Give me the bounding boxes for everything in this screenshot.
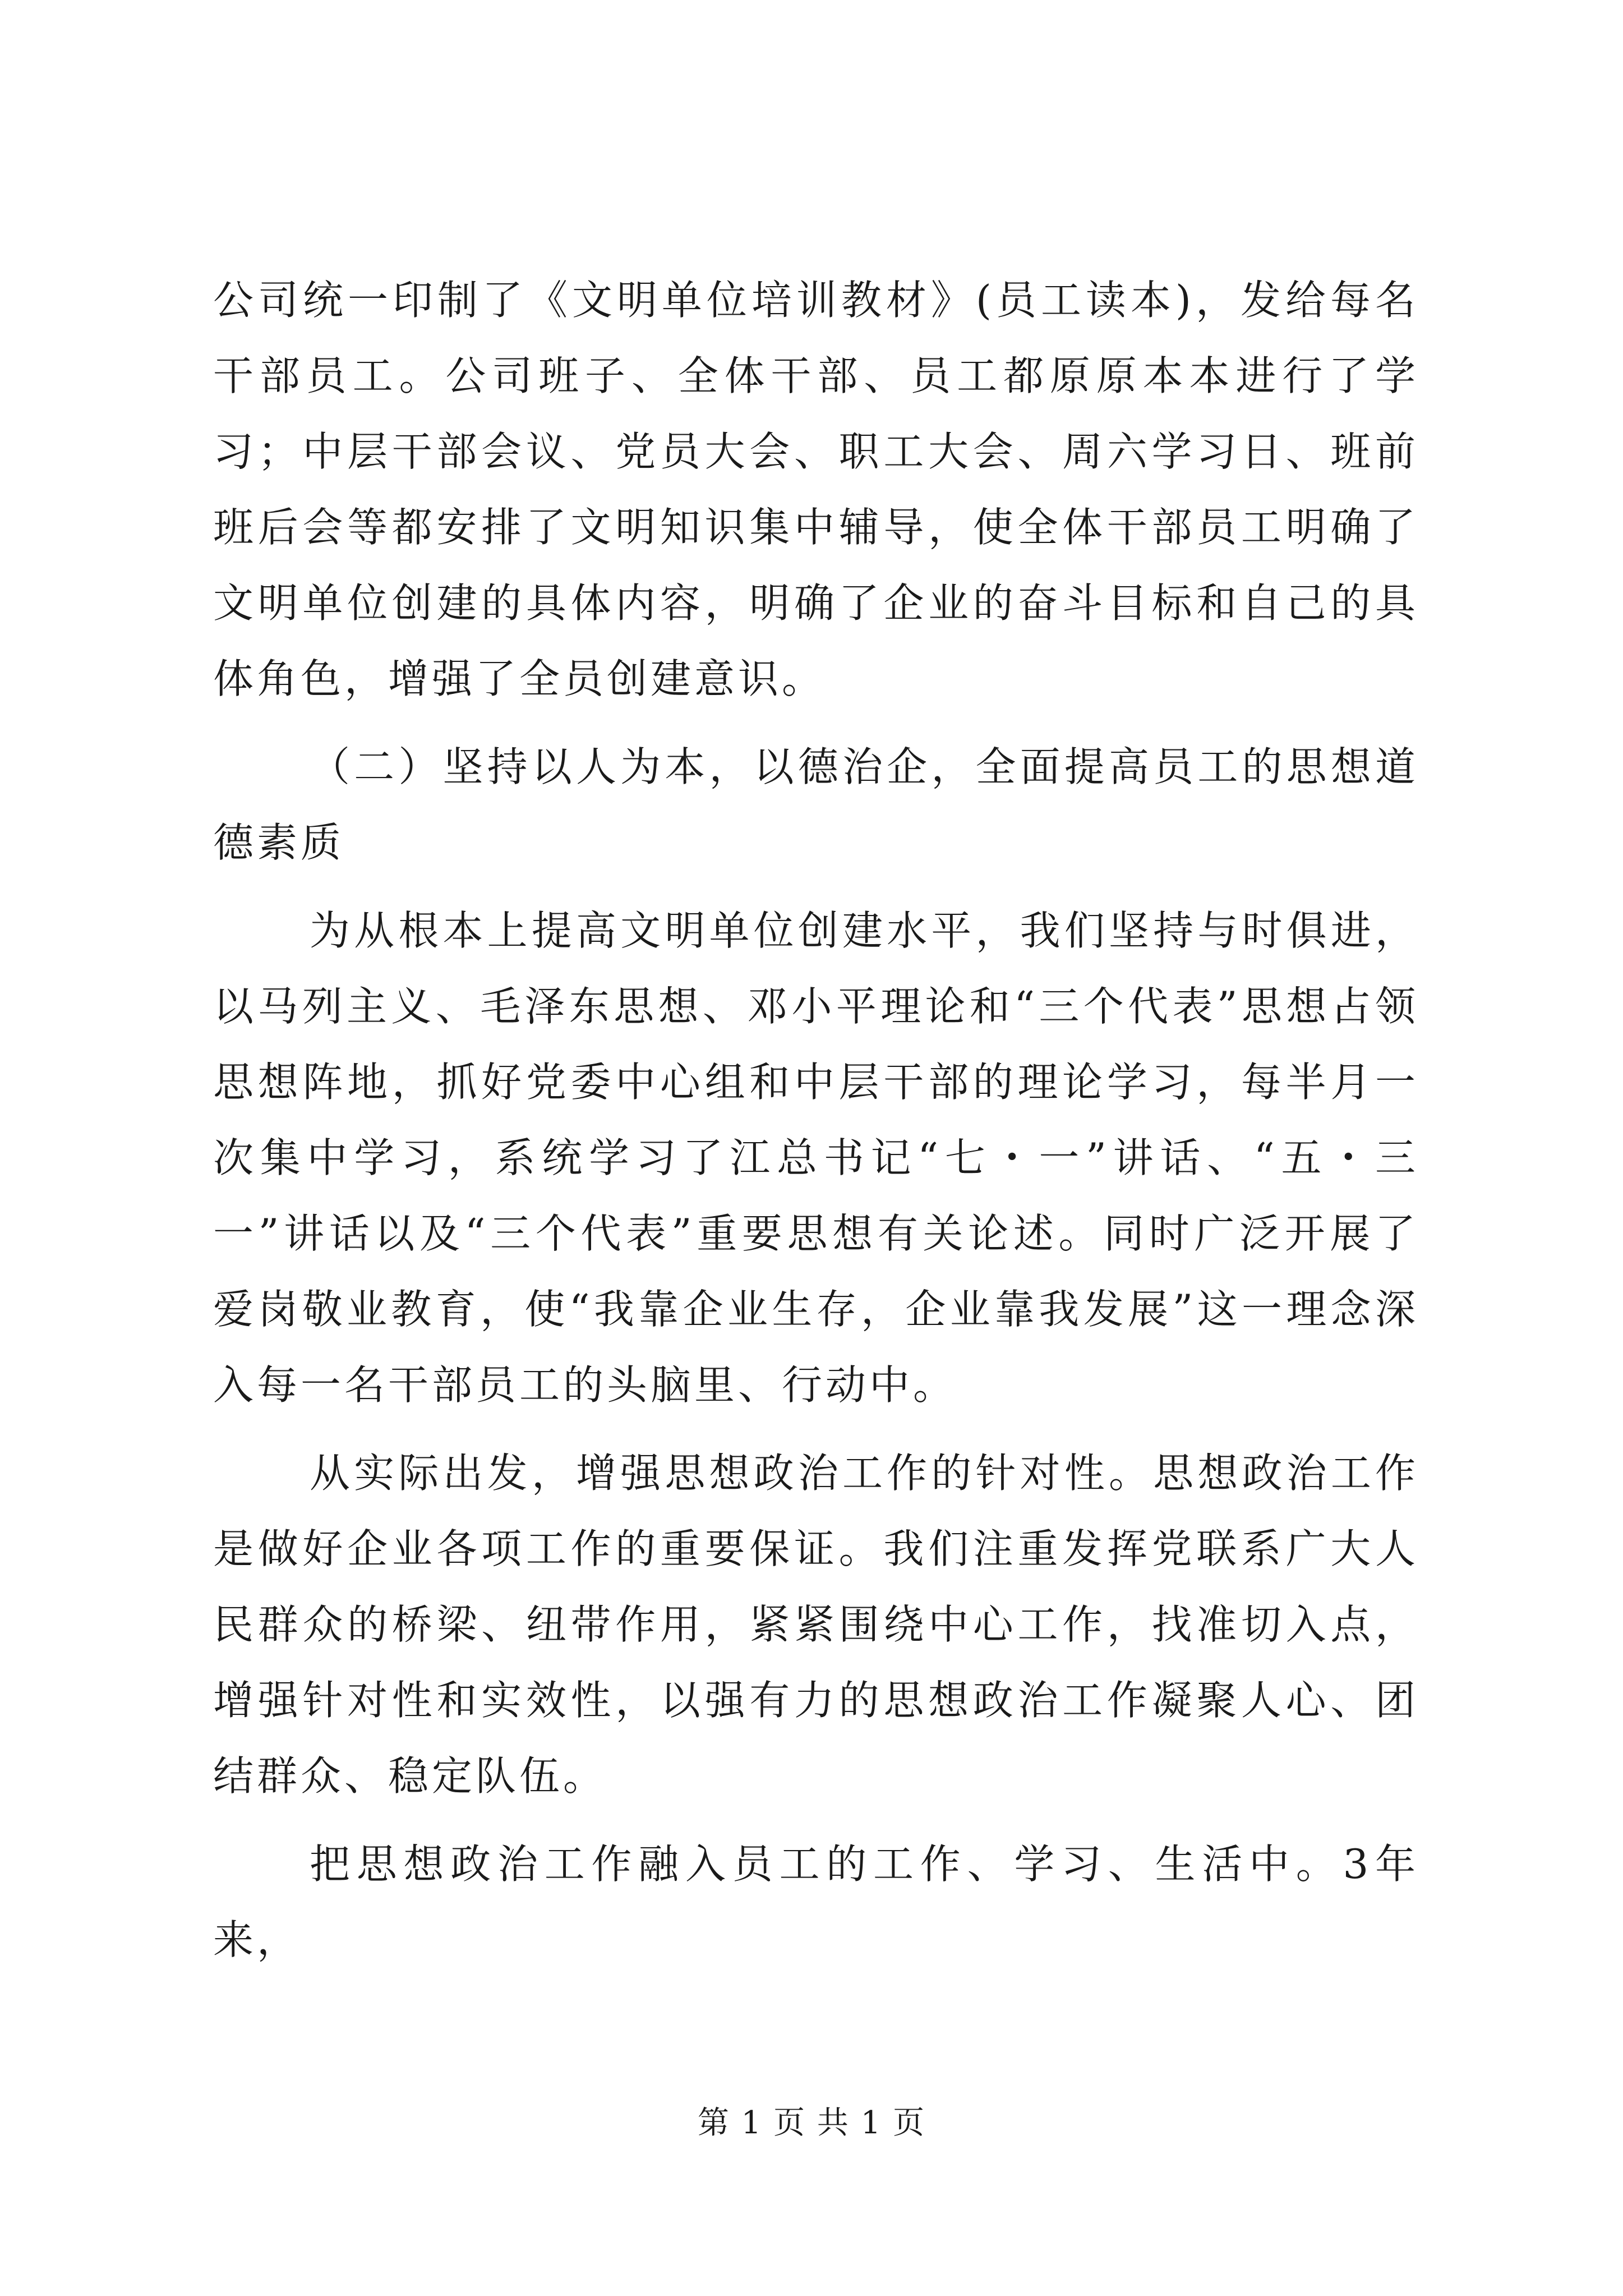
section-heading: （二）坚持以人为本，以德治企，全面提高员工的思想道德素质 xyxy=(213,743,1419,866)
page-footer: 第 1 页 共 1 页 xyxy=(697,2105,926,2141)
paragraph-continuation: 公司统一印制了《文明单位培训教材》(员工读本)，发给每名干部员工。公司班子、全体干部、员工都原原本本进行了学习；中层干部会议、党员大会、职工大会、周六学习日、班前班后会等都安排了文明知识集中辅导，使全体干部员工明确了文明单位创建的具体内容，明确了企业的奋斗目标和自己的具体角色，增强了全员创建意识。 xyxy=(213,277,1419,702)
document-body xyxy=(213,263,1419,1978)
paragraph-integration: 把思想政治工作融入员工的工作、学习、生活中。3年来， xyxy=(213,1841,1419,1963)
paragraph-theory-study: 为从根本上提高文明单位创建水平，我们坚持与时俱进，以马列主义、毛泽东思想、邓小平理论和“三个代表”思想占领思想阵地，抓好党委中心组和中层干部的理论学习，每半月一次集中学习，系统学习了江总书记“七・一”讲话、“五・三一”讲话以及“三个代表”重要思想有关论述。同时广泛开展了爱岗敬业教育，使“我靠企业生存，企业靠我发展”这一理念深入每一名干部员工的头脑里、行动中。 xyxy=(213,907,1419,1409)
paragraph-political-work: 从实际出发，增强思想政治工作的针对性。思想政治工作是做好企业各项工作的重要保证。我们注重发挥党联系广大人民群众的桥梁、纽带作用，紧紧围绕中心工作，找准切入点，增强针对性和实效性，以强有力的思想政治工作凝聚人心、团结群众、稳定队伍。 xyxy=(213,1450,1419,1800)
